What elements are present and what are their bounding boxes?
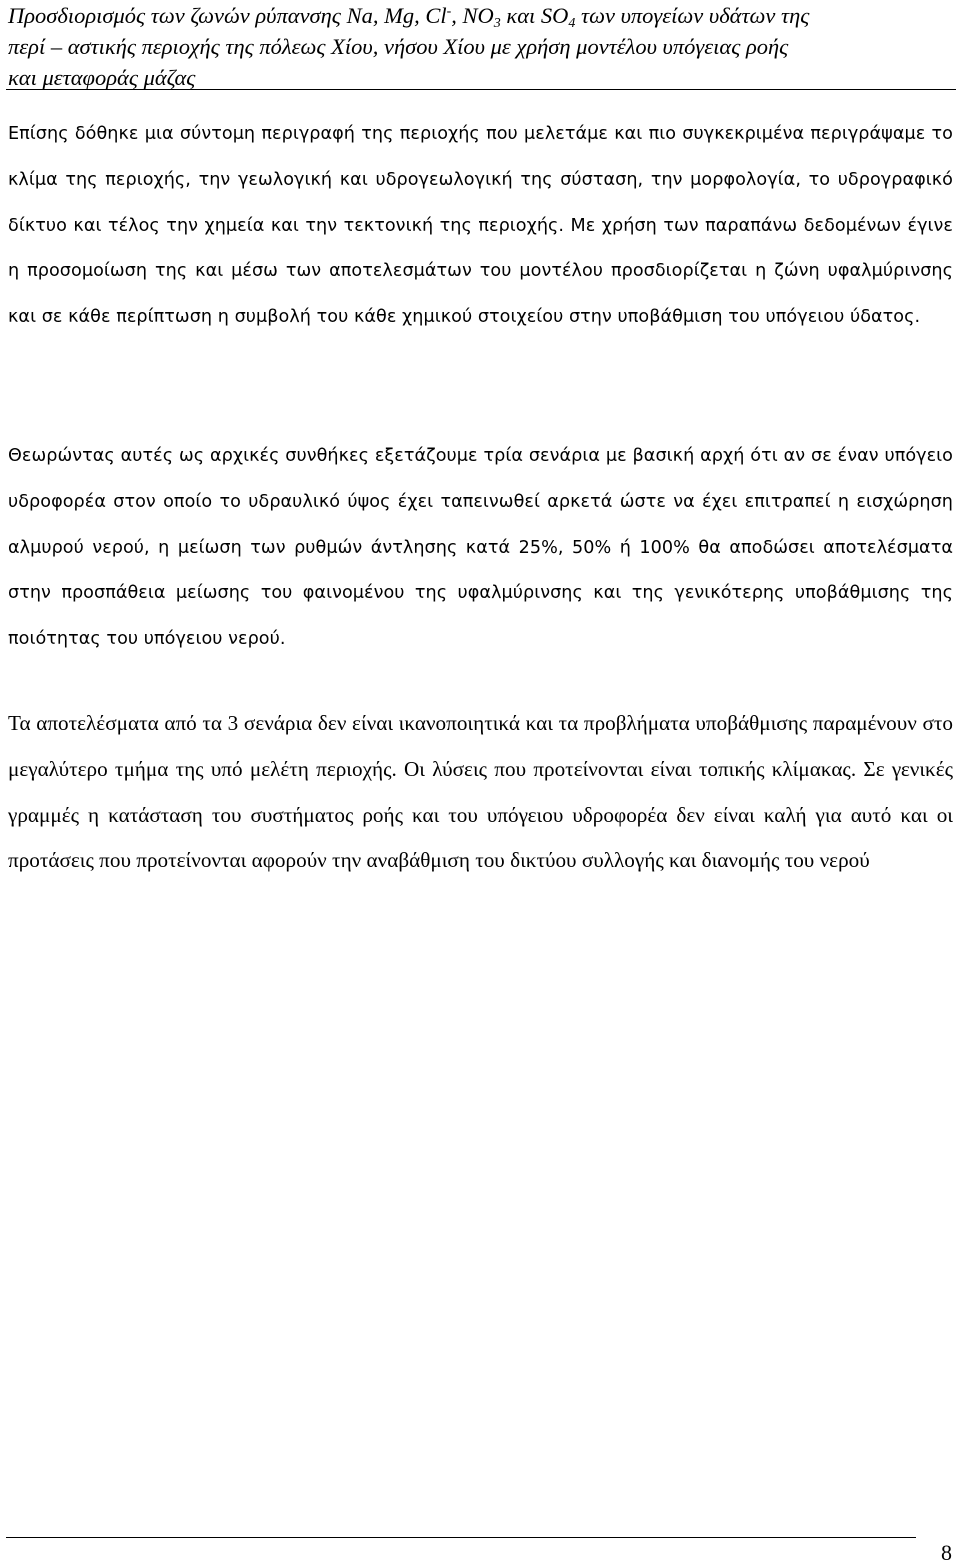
paragraph-2: Θεωρώντας αυτές ως αρχικές συνθήκες εξετάζουμε τρία σενάρια με βασική αρχή ότι αν σε έναν υπόγειο υδροφορέα στον οποίο το υδραυλικό ύψος έχει ταπεινωθεί αρκετά ώστε να έχει επιτραπεί η εισχώρηση αλμυρού νερού, η μείωση των ρυθμών άντλησης κατά 25%, 50% ή 100% θα αποδώσει αποτελέσματα στην προσπάθεια μείωσης του φαινομένου της υφαλμύρινσης και της γενικότερης υποβάθμισης της ποιότητας του υπόγειου νερού. xyxy=(8,446,953,650)
paragraph-1-sans-text: Επίσης δόθηκε μια σύντομη περιγραφή της περιοχής που μελετάμε και πιο συγκεκριμένα περιγράψαμε το κλίμα της περιοχής, την γεωλογική και υδρογεωλογική της σύσταση, την μορφολογία, το υδρογραφικό δίκτυο και τέλος την χημεία και την τεκτονική της περιοχής. xyxy=(8,124,953,236)
footer-divider xyxy=(6,1537,916,1538)
paragraph-1-sans-text-2: Με χρήση των παραπάνω δεδομένων έγινε η προσομοίωση της και μέσω των αποτελεσμάτων του μοντέλου προσδιορίζεται η ζώνη υφαλμύρινσης και σε κάθε περίπτωση η συμβολή του κάθε χημικού στοιχείου στην υποβάθμιση του υπόγειου ύδατος. xyxy=(8,215,953,328)
header-line-2: περί – αστικής περιοχής της πόλεως Χίου, νήσου Χίου με χρήση μοντέλου υπόγειας ροής xyxy=(8,34,789,59)
chloride-superscript: - xyxy=(446,4,452,19)
paragraph-3: Τα αποτελέσματα από τα 3 σενάρια δεν είναι ικανοποιητικά και τα προβλήματα υποβάθμισης παραμένουν στο μεγαλύτερο τμήμα της υπό μελέτη περιοχής. Οι λύσεις που προτείνονται είναι τοπικής κλίμακας. Σε γενικές γραμμές η κατάσταση του συστήματος ροής και του υπόγειου υδροφορέα δεν είναι καλή για αυτό και οι προτάσεις που προτείνονται αφορούν την αναβάθμιση του δικτύου συλλογής και διανομής του νερού xyxy=(8,711,953,873)
header-line-1-text-2: , NO xyxy=(451,3,494,28)
nitrate-subscript: 3 xyxy=(493,16,501,31)
header-line-1 xyxy=(8,0,958,31)
header-line-3: και μεταφοράς μάζας xyxy=(8,65,196,90)
header-divider xyxy=(6,89,956,90)
running-header xyxy=(8,0,958,93)
header-line-1-text-4: των υπογείων υδάτων της xyxy=(575,3,810,28)
page-number: 8 xyxy=(941,1540,952,1565)
sulfate-subscript: 4 xyxy=(568,16,576,31)
header-line-1-text-3: και SO xyxy=(500,3,569,28)
header-line-1-text: Προσδιορισμός των ζωνών ρύπανσης Na, Mg, Cl xyxy=(8,3,447,28)
paragraph-1 xyxy=(8,112,953,341)
